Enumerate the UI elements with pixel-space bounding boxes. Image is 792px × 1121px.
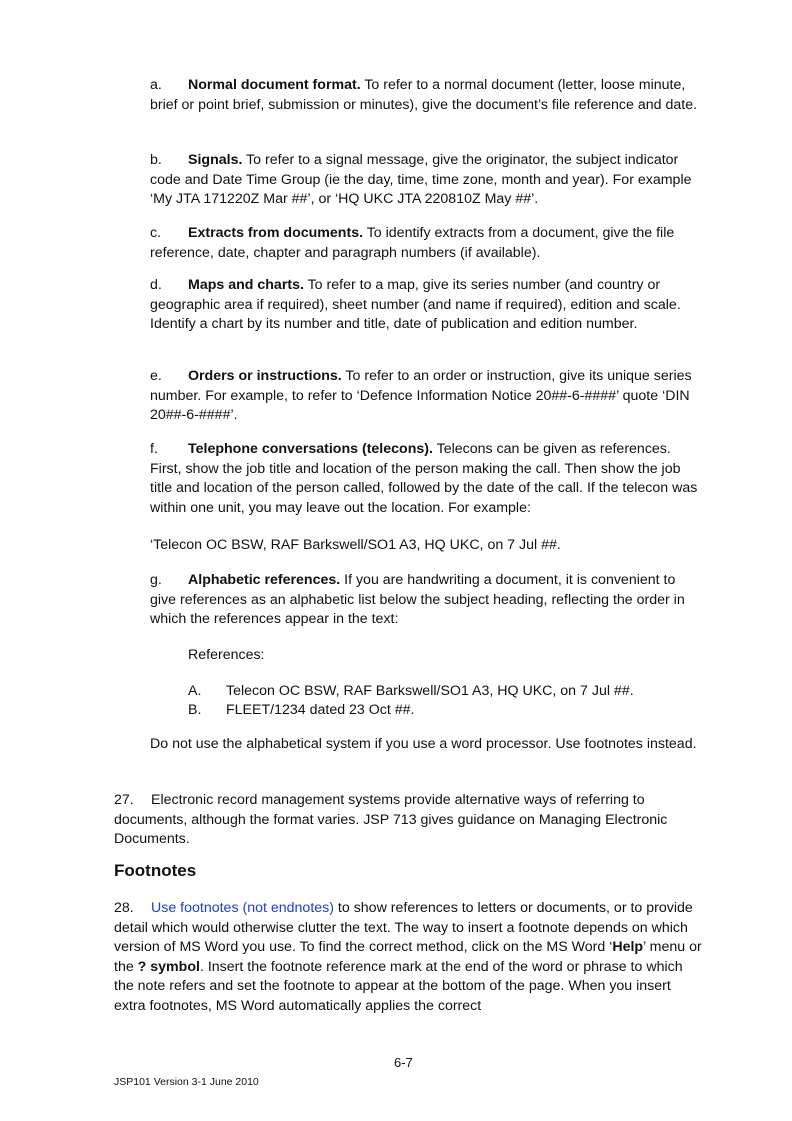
- document-footer: JSP101 Version 3-1 June 2010: [114, 1076, 259, 1088]
- item-text: To refer to a signal message, give the originator, the subject indicator code and Date Time Group (ie the day, time, time zone, month and year). For example ‘My JTA 171220Z Mar ##’, or ‘HQ UKC JTA 220810Z May ##’.: [150, 152, 692, 208]
- item-b: [150, 151, 702, 210]
- item-text: To refer to an order or instruction, give its unique series number. For example, to refer to ‘Defence Information Notice 20##-6-####’ quote ‘DIN 20##-6-####’.: [150, 368, 692, 424]
- item-title: Signals.: [188, 152, 243, 168]
- item-label: a.: [150, 77, 162, 93]
- item-g: [150, 571, 702, 630]
- paragraph-text: ’ menu or the: [114, 939, 702, 975]
- item-title: Telephone conversations (telecons).: [188, 441, 433, 457]
- item-text: To identify extracts from a document, give the file reference, date, chapter and paragraph numbers (if available).: [150, 225, 675, 261]
- item-title: Alphabetic references.: [188, 572, 341, 588]
- reference-item: [188, 682, 634, 702]
- reference-label: B.: [188, 702, 202, 718]
- help-symbol-text: ? symbol: [137, 958, 200, 975]
- telecon-example: ‘Telecon OC BSW, RAF Barkswell/SO1 A3, HQ UKC, on 7 Jul ##.: [150, 537, 561, 553]
- paragraph-text: to show references to letters or documents, or to provide detail which would otherwise clutter the text. The way to insert a footnote depends on which version of MS Word you use. To find the correct method, click on the MS Word ‘: [114, 900, 693, 956]
- item-e: [150, 367, 702, 426]
- item-d: [150, 276, 702, 335]
- item-label: c.: [150, 225, 162, 241]
- item-title: Maps and charts.: [188, 277, 304, 293]
- item-title: Normal document format.: [188, 77, 361, 93]
- paragraph-28: [114, 899, 704, 1017]
- item-text: To refer to a map, give its series number (and country or geographic area if required), sheet number (and name if required), edition and scale. Identify a chart by its number and title, date of publication and edition number.: [150, 277, 681, 333]
- item-label: f.: [150, 441, 158, 457]
- paragraph-text: . Insert the footnote reference mark at the end of the word or phrase to which the note refers and set the footnote to appear at the bottom of the page. When you insert extra footnotes, MS Word automatically applies the correct: [114, 958, 683, 1014]
- item-text: Telecons can be given as references. First, show the job title and location of the person making the call. Then show the job title and location of the person called, followed by the date of the call. If the telecon was within one unit, you may leave out the location. For example:: [150, 441, 698, 516]
- reference-item: [188, 701, 415, 721]
- paragraph-number: 27.: [114, 792, 134, 808]
- item-a: [150, 76, 702, 115]
- item-text: If you are handwriting a document, it is convenient to give references as an alphabetic list below the subject heading, reflecting the order in which the references appear in the text:: [150, 572, 685, 628]
- item-title: Orders or instructions.: [188, 368, 342, 384]
- reference-label: A.: [188, 683, 202, 699]
- paragraph-27: [114, 791, 704, 850]
- item-f: [150, 440, 702, 518]
- reference-text: FLEET/1234 dated 23 Oct ##.: [226, 702, 415, 718]
- item-label: e.: [150, 368, 162, 384]
- item-c: [150, 224, 702, 263]
- item-label: d.: [150, 277, 162, 293]
- item-label: b.: [150, 152, 162, 168]
- item-label: g.: [150, 572, 162, 588]
- paragraph-number: 28.: [114, 900, 134, 916]
- references-heading: References:: [188, 647, 265, 663]
- alphabetic-note: Do not use the alphabetical system if you use a word processor. Use footnotes instead.: [150, 736, 697, 752]
- footnotes-link[interactable]: Use footnotes (not endnotes): [151, 900, 334, 916]
- page-number: 6-7: [394, 1055, 413, 1070]
- footnotes-heading: Footnotes: [114, 861, 197, 880]
- reference-text: Telecon OC BSW, RAF Barkswell/SO1 A3, HQ UKC, on 7 Jul ##.: [226, 683, 634, 699]
- item-text: To refer to a normal document (letter, loose minute, brief or point brief, submission or minutes), give the document’s file reference and date.: [150, 77, 698, 113]
- help-menu-text: Help: [612, 939, 644, 956]
- paragraph-text: Electronic record management systems provide alternative ways of referring to documents, although the format varies. JSP 713 gives guidance on Managing Electronic Documents.: [114, 792, 668, 848]
- item-title: Extracts from documents.: [188, 225, 364, 241]
